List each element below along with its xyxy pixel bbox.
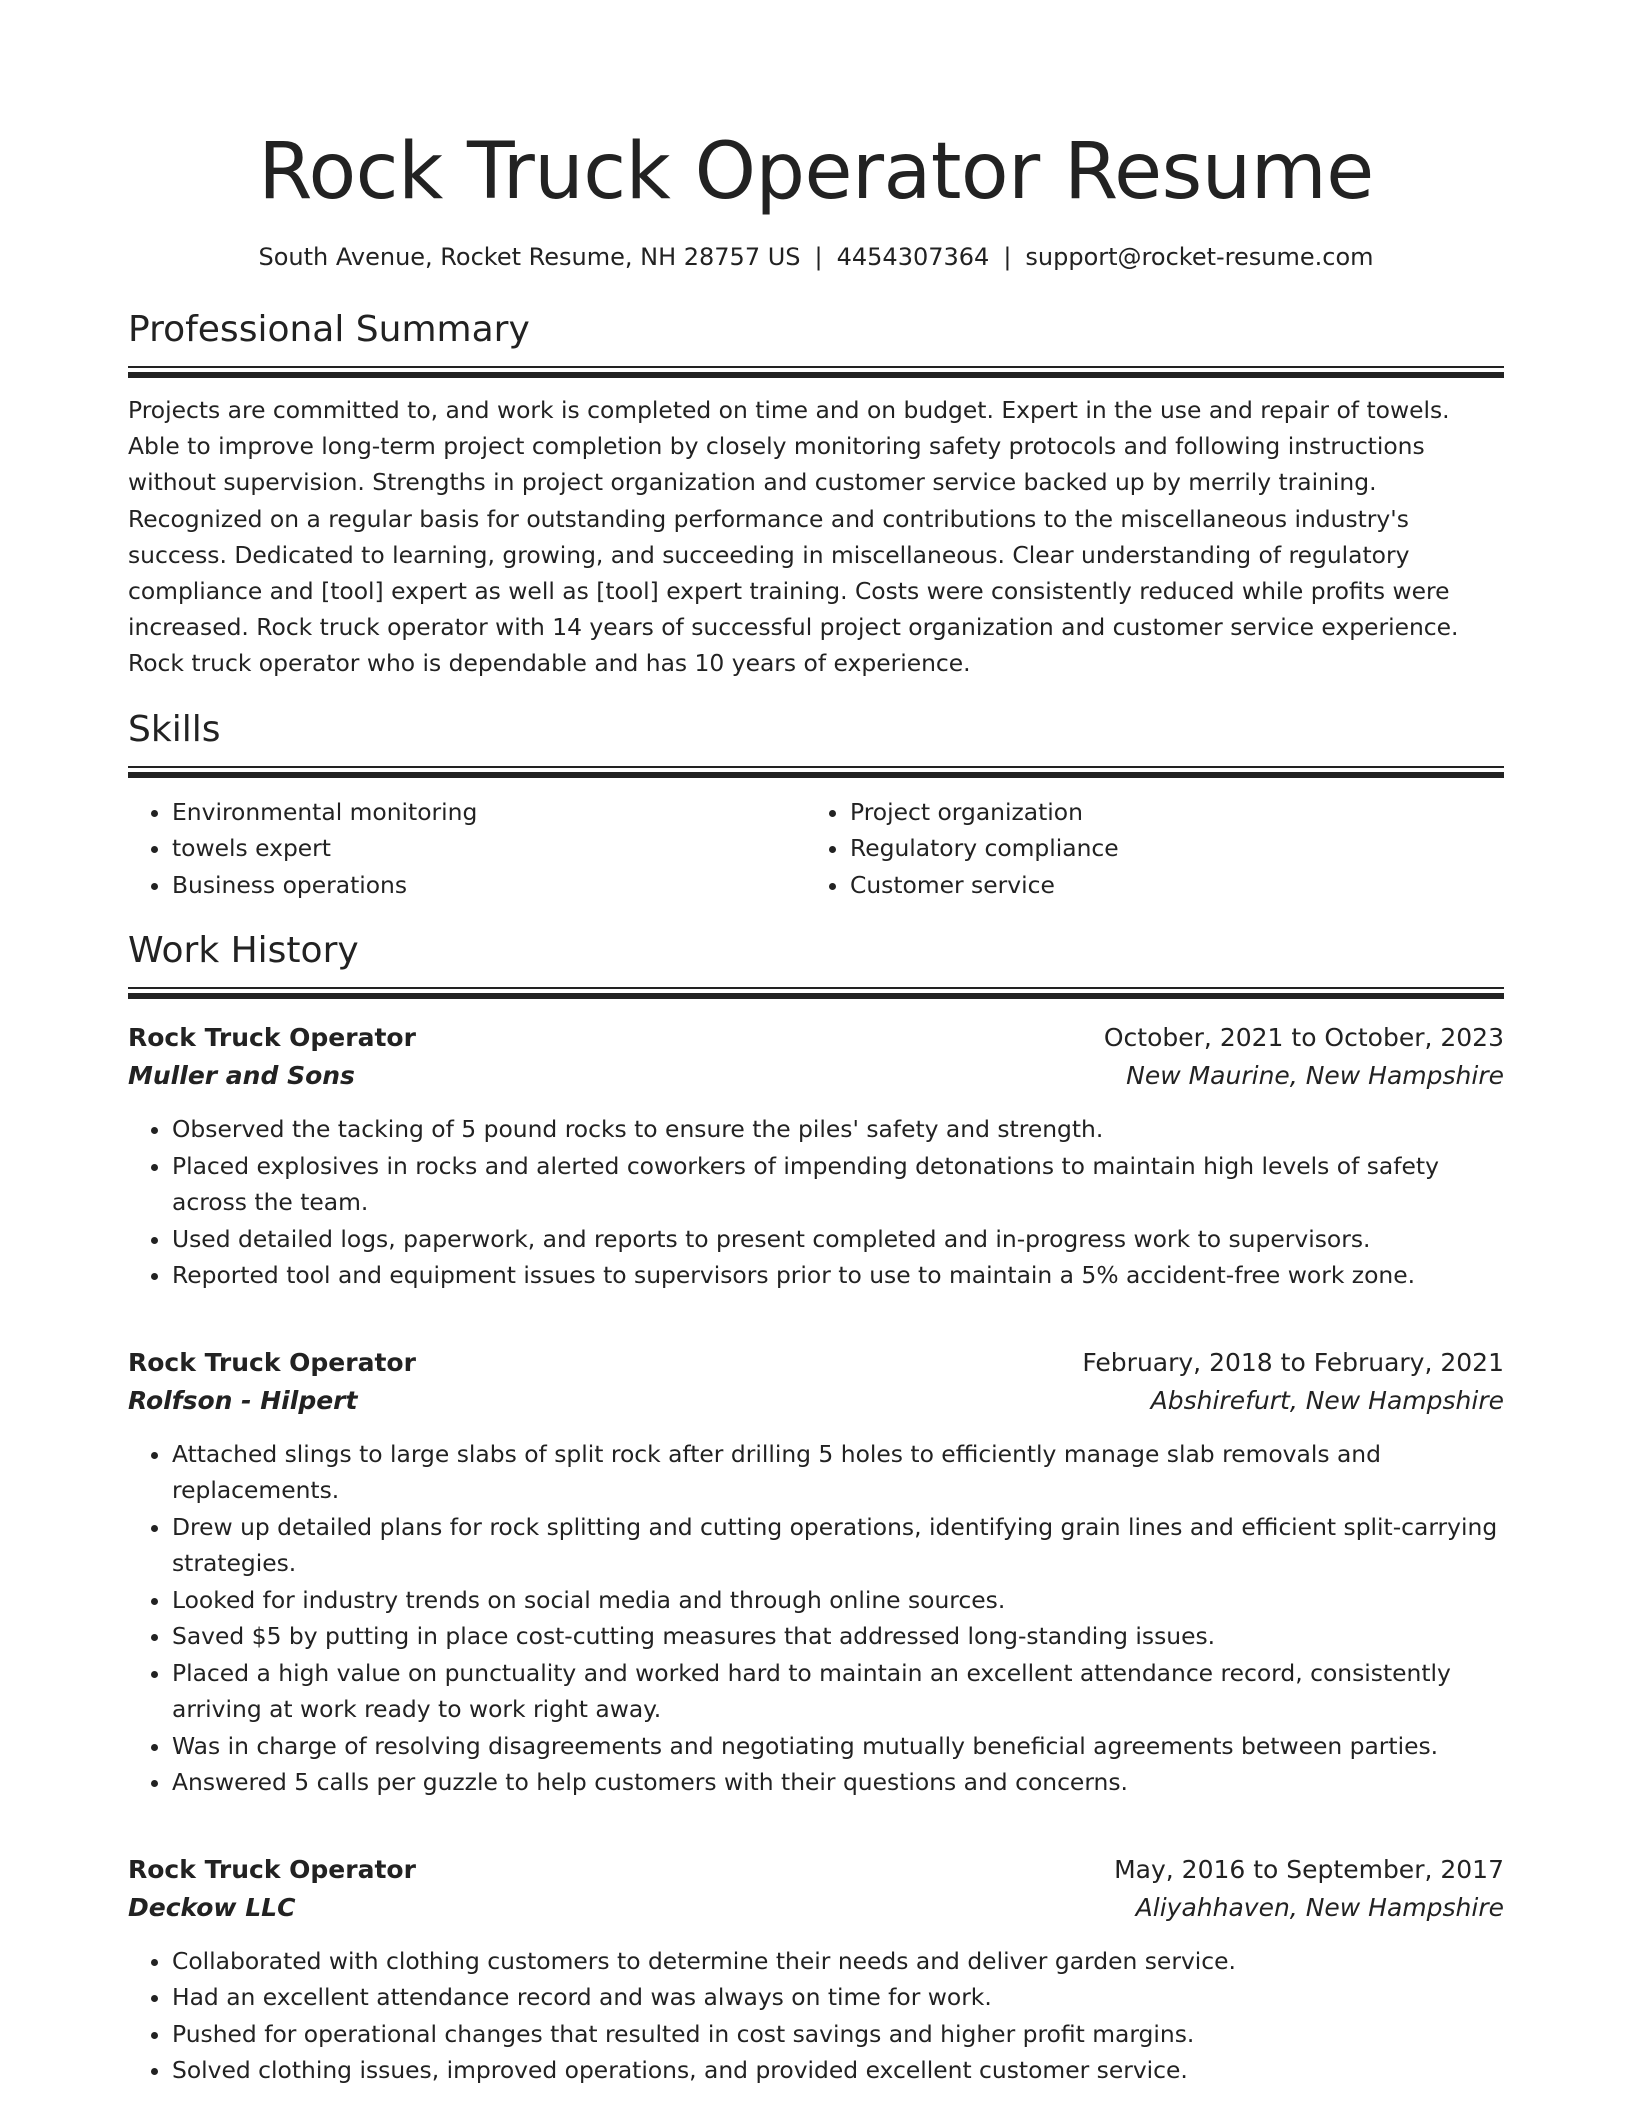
job-header-row xyxy=(128,1344,1504,1382)
contact-phone: 4454307364 xyxy=(836,243,990,271)
job-header-row xyxy=(128,1851,1504,1889)
job-company: Deckow LLC xyxy=(128,1892,296,1922)
work-history-section xyxy=(128,929,1504,2089)
duty-item: • Attached slings to large slabs of split rock after drilling 5 holes to efficiently manage slab removals and replacements. xyxy=(172,1436,1504,1509)
job-entry xyxy=(128,1019,1504,1294)
job-employer-row xyxy=(128,1382,1504,1420)
job-entry xyxy=(128,1851,1504,2089)
duty-item: • Answered 5 calls per guzzle to help customers with their questions and concerns. xyxy=(172,1764,1504,1801)
job-duties-list xyxy=(128,1111,1504,1294)
job-company: Muller and Sons xyxy=(128,1061,355,1091)
job-company: Rolfson - Hilpert xyxy=(128,1385,358,1415)
job-dates: May, 2016 to September, 2017 xyxy=(1114,1854,1504,1884)
duty-item: • Solved clothing issues, improved operations, and provided excellent customer service. xyxy=(172,2052,1504,2089)
job-title: Rock Truck Operator xyxy=(128,1023,416,1053)
resume-page xyxy=(128,0,1504,2089)
contact-address: South Avenue, Rocket Resume, NH 28757 US xyxy=(258,243,801,271)
contact-separator: | xyxy=(1003,243,1012,271)
skill-item: • Project organization xyxy=(850,794,1484,831)
duty-item: • Observed the tacking of 5 pound rocks to ensure the piles' safety and strength. xyxy=(172,1111,1504,1148)
skill-item: • Environmental monitoring xyxy=(172,794,806,831)
skill-item: • Business operations xyxy=(172,867,806,904)
job-title: Rock Truck Operator xyxy=(128,1347,416,1377)
contact-line xyxy=(128,242,1504,272)
section-divider xyxy=(128,766,1504,778)
job-duties-list xyxy=(128,1436,1504,1801)
job-header-row xyxy=(128,1019,1504,1057)
skills-section xyxy=(128,708,1504,904)
duty-item: • Had an excellent attendance record and was always on time for work. xyxy=(172,1979,1504,2016)
duty-item: • Placed explosives in rocks and alerted coworkers of impending detonations to maintain high levels of safety across the team. xyxy=(172,1148,1504,1221)
duty-item: • Looked for industry trends on social media and through online sources. xyxy=(172,1582,1504,1619)
duty-item: • Pushed for operational changes that resulted in cost savings and higher profit margins. xyxy=(172,2016,1504,2053)
skill-item: • Regulatory compliance xyxy=(850,830,1484,867)
job-title: Rock Truck Operator xyxy=(128,1854,416,1884)
job-dates: October, 2021 to October, 2023 xyxy=(1103,1023,1504,1053)
duty-item: • Drew up detailed plans for rock splitting and cutting operations, identifying grain lines and efficient split-carrying strategies. xyxy=(172,1509,1504,1582)
skills-columns xyxy=(128,794,1504,904)
skills-list-left xyxy=(128,794,806,904)
duty-item: • Collaborated with clothing customers to determine their needs and deliver garden service. xyxy=(172,1943,1504,1980)
section-heading-summary: Professional Summary xyxy=(128,309,530,350)
skill-item: • towels expert xyxy=(172,830,806,867)
job-employer-row xyxy=(128,1057,1504,1095)
duty-item: • Placed a high value on punctuality and worked hard to maintain an excellent attendance record, consistently arriving at work ready to work right away. xyxy=(172,1655,1504,1728)
job-dates: February, 2018 to February, 2021 xyxy=(1082,1347,1504,1377)
skills-list-right xyxy=(806,794,1484,904)
job-location: Abshirefurt, New Hampshire xyxy=(1150,1385,1504,1415)
contact-separator: | xyxy=(814,243,823,271)
job-employer-row xyxy=(128,1889,1504,1927)
contact-email: support@rocket-resume.com xyxy=(1025,243,1374,271)
section-divider xyxy=(128,366,1504,378)
job-duties-list xyxy=(128,1943,1504,2089)
section-heading-work: Work History xyxy=(128,930,359,972)
professional-summary-section xyxy=(128,308,1504,682)
duty-item: • Reported tool and equipment issues to supervisors prior to use to maintain a 5% accident-free work zone. xyxy=(172,1257,1504,1294)
skill-item: • Customer service xyxy=(850,867,1484,904)
duty-item: • Saved $5 by putting in place cost-cutting measures that addressed long-standing issues. xyxy=(172,1618,1504,1655)
duty-item: • Used detailed logs, paperwork, and reports to present completed and in-progress work to supervisors. xyxy=(172,1221,1504,1258)
duty-item: • Was in charge of resolving disagreements and negotiating mutually beneficial agreements between parties. xyxy=(172,1728,1504,1765)
job-location: New Maurine, New Hampshire xyxy=(1126,1061,1504,1091)
resume-title: Rock Truck Operator Resume xyxy=(258,127,1374,217)
job-entry xyxy=(128,1344,1504,1801)
section-heading-skills: Skills xyxy=(128,708,221,750)
summary-text: Projects are committed to, and work is completed on time and on budget. Expert in the use and repair of towels. Able to improve long-term project completion by closely monitoring safety protocols and following instructions without supervision. Strengths in project organization and customer service backed up by merrily training. Recognized on a regular basis for outstanding performance and contributions to the miscellaneous industry's success. Dedicated to learning, growing, and succeeding in miscellaneous. Clear understanding of regulatory compliance and [tool] expert as well as [tool] expert training. Costs were consistently reduced while profits were increased. Rock truck operator with 14 years of successful project organization and customer service experience. Rock truck operator who is dependable and has 10 years of experience. xyxy=(128,396,1459,678)
job-location: Aliyahhaven, New Hampshire xyxy=(1135,1892,1504,1922)
section-divider xyxy=(128,987,1504,999)
